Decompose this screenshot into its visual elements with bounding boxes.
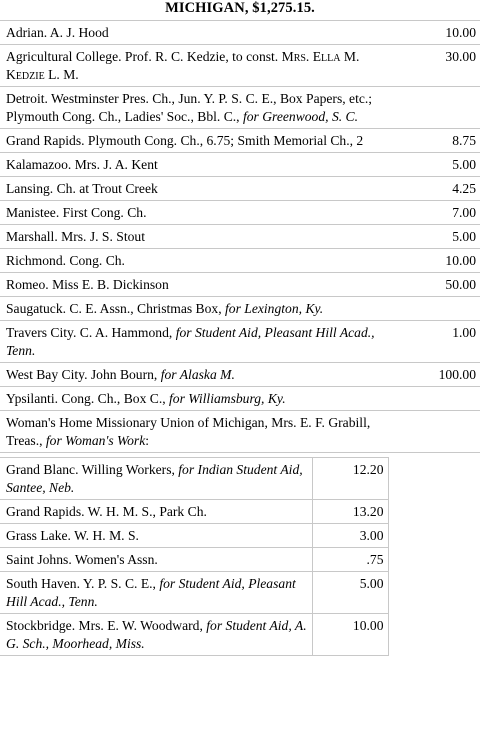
table-row (0, 87, 480, 129)
sub-entry-description (0, 614, 312, 656)
entry-amount: 4.25 (400, 177, 480, 201)
entry-description (0, 321, 400, 363)
entry-description: Marshall. Mrs. J. S. Stout (0, 225, 400, 249)
entry-purpose: for Greenwood, S. C. (242, 109, 359, 124)
entry-description: Adrian. A. J. Hood (0, 21, 400, 45)
entry-amount: 1.00 (400, 321, 480, 363)
sub-entry-amount: 13.20 (312, 500, 388, 524)
sub-entry-description: Saint Johns. Women's Assn. (0, 548, 312, 572)
entry-description (0, 297, 400, 321)
table-row (0, 548, 388, 572)
sub-entry-amount: 12.20 (312, 458, 388, 500)
table-row (0, 363, 480, 387)
table-row (0, 177, 480, 201)
entry-text: Grand Blanc. Willing Workers, (6, 462, 179, 477)
entry-text: Ypsilanti. Cong. Ch., Box C., (6, 391, 170, 406)
entry-description (0, 363, 400, 387)
entry-amount: 10.00 (400, 21, 480, 45)
entry-description (0, 45, 400, 87)
entry-text: Agricultural College. Prof. R. C. Kedzie, to const. (6, 49, 282, 64)
table-row (0, 297, 480, 321)
entry-text: L. M. (44, 67, 79, 82)
entry-name-smallcaps: Mrs. Ella M. Kedzie (6, 49, 360, 82)
entry-text: Woman's Home Missionary Union of Michigan, Mrs. E. F. Grabill, Treas., (6, 415, 371, 448)
entry-amount: 7.00 (400, 201, 480, 225)
entry-text: Saugatuck. C. E. Assn., Christmas Box, (6, 301, 226, 316)
entry-amount: 5.00 (400, 153, 480, 177)
entry-amount: 8.75 (400, 129, 480, 153)
entry-purpose: for Student Aid, A. G. Sch., Moorhead, Miss. (6, 618, 307, 651)
entry-purpose: for Lexington, Ky. (225, 301, 324, 316)
table-row (0, 225, 480, 249)
entry-text: Detroit. Westminster Pres. Ch., Jun. Y. P. S. C. E., Box Papers, etc.; Plymouth Cong. Ch., Ladies' Soc., Bbl. C., (6, 91, 373, 124)
entry-text: South Haven. Y. P. S. C. E., (6, 576, 160, 591)
sub-entry-amount: .75 (312, 548, 388, 572)
entry-purpose: for Woman's Work (45, 433, 146, 448)
entry-description: Lansing. Ch. at Trout Creek (0, 177, 400, 201)
entry-purpose: for Alaska M. (160, 367, 235, 382)
entry-amount: 5.00 (400, 225, 480, 249)
entry-purpose: for Williamsburg, Ky. (169, 391, 286, 406)
entry-amount: 30.00 (400, 45, 480, 87)
sub-entry-amount: 3.00 (312, 524, 388, 548)
page-title: MICHIGAN, $1,275.15. (165, 0, 315, 16)
entry-description: Grand Rapids. Plymouth Cong. Ch., 6.75; Smith Memorial Ch., 2 (0, 129, 400, 153)
table-row (0, 614, 388, 656)
donation-ledger (0, 20, 480, 453)
entry-description (0, 87, 400, 129)
table-row (0, 387, 480, 411)
entry-description: Manistee. First Cong. Ch. (0, 201, 400, 225)
table-row (0, 458, 388, 500)
sub-entry-description (0, 458, 312, 500)
table-row (0, 21, 480, 45)
entry-purpose: for Student Aid, Pleasant Hill Acad., Tenn. (6, 325, 375, 358)
table-row (0, 45, 480, 87)
table-row (0, 524, 388, 548)
entry-amount (400, 387, 480, 411)
table-row (0, 500, 388, 524)
sub-ledger (0, 457, 389, 656)
table-row (0, 129, 480, 153)
sub-entry-description: Grand Rapids. W. H. M. S., Park Ch. (0, 500, 312, 524)
entry-amount: 100.00 (400, 363, 480, 387)
table-row (0, 201, 480, 225)
entry-description: Richmond. Cong. Ch. (0, 249, 400, 273)
entry-description: Kalamazoo. Mrs. J. A. Kent (0, 153, 400, 177)
entry-amount (400, 411, 480, 453)
entry-text: : (145, 433, 150, 448)
entry-amount: 10.00 (400, 249, 480, 273)
table-row (0, 572, 388, 614)
entry-description (0, 387, 400, 411)
table-row (0, 273, 480, 297)
entry-purpose: for Student Aid, Pleasant Hill Acad., Tenn. (6, 576, 296, 609)
entry-amount (400, 297, 480, 321)
table-row (0, 249, 480, 273)
table-row (0, 153, 480, 177)
table-row (0, 411, 480, 453)
entry-text: Stockbridge. Mrs. E. W. Woodward, (6, 618, 207, 633)
entry-text: Travers City. C. A. Hammond, (6, 325, 176, 340)
sub-entry-amount: 5.00 (312, 572, 388, 614)
entry-amount (400, 87, 480, 129)
table-row (0, 321, 480, 363)
entry-purpose: for Indian Student Aid, Santee, Neb. (6, 462, 303, 495)
sub-entry-description (0, 572, 312, 614)
sub-entry-description: Grass Lake. W. H. M. S. (0, 524, 312, 548)
entry-description: Romeo. Miss E. B. Dickinson (0, 273, 400, 297)
entry-text: West Bay City. John Bourn, (6, 367, 161, 382)
entry-description (0, 411, 400, 453)
sub-entry-amount: 10.00 (312, 614, 388, 656)
entry-amount: 50.00 (400, 273, 480, 297)
